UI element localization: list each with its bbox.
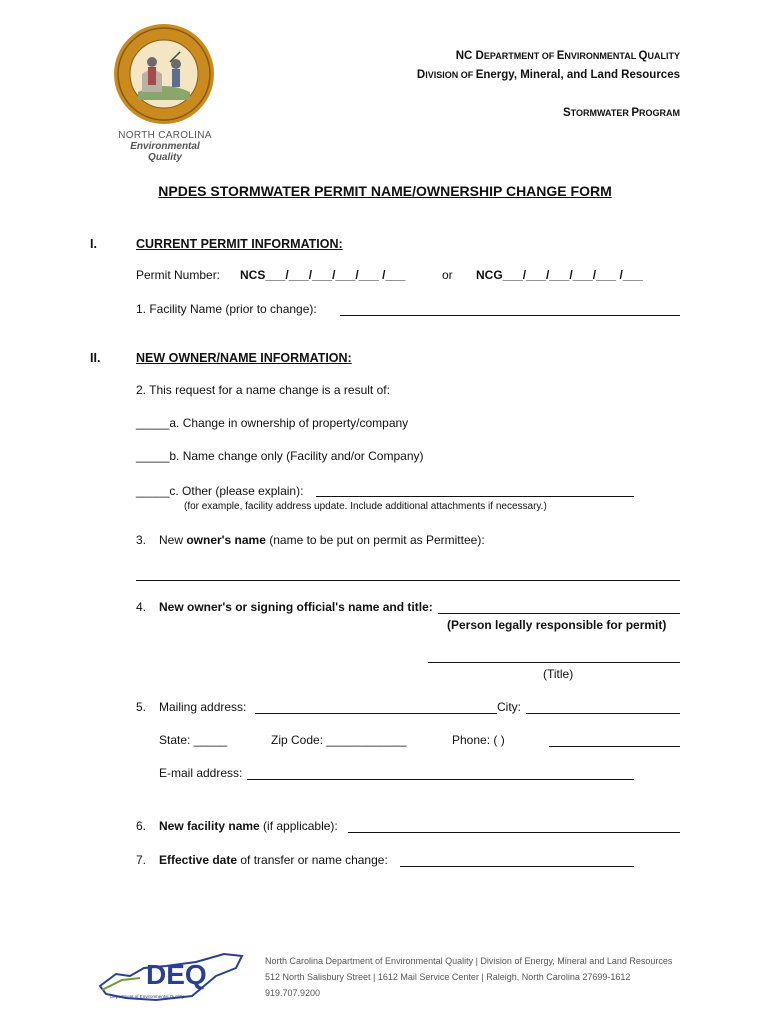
- phone-field[interactable]: [549, 746, 680, 747]
- section-1-numeral: I.: [90, 237, 97, 251]
- other-explanation-field[interactable]: [316, 496, 634, 497]
- program-name: STORMWATER PROGRAM: [562, 107, 680, 119]
- item-6-number: 6.: [136, 819, 147, 833]
- deq-logo-icon: [96, 946, 246, 1006]
- nc-state-seal-icon: [112, 22, 216, 126]
- facility-name-prior-field[interactable]: [340, 315, 680, 316]
- email-label: E-mail address:: [159, 766, 243, 780]
- option-c-other[interactable]: _____c. Other (please explain):: [136, 484, 304, 498]
- footer-agency-line: North Carolina Department of Environmental Quality | Division of Energy, Mineral and Land Resources: [265, 956, 673, 966]
- title-caption: (Title): [543, 667, 574, 681]
- ncg-permit-field[interactable]: NCG___/___/___/___/___ /___: [476, 268, 643, 282]
- signing-official-title-field[interactable]: [428, 662, 680, 663]
- city-label: City:: [497, 700, 521, 714]
- mailing-address-label: Mailing address:: [159, 700, 247, 714]
- item-5-number: 5.: [136, 700, 147, 714]
- legally-responsible-note: (Person legally responsible for permit): [447, 618, 667, 632]
- effective-date-field[interactable]: [400, 866, 634, 867]
- footer-address-line: 512 North Salisbury Street | 1612 Mail Service Center | Raleigh, North Carolina 27699-1612: [265, 972, 631, 982]
- logo-state-name: NORTH CAROLINA: [118, 130, 212, 141]
- deq-logo-subtext: Department of Environmental Quality: [110, 994, 184, 999]
- item-7-number: 7.: [136, 853, 147, 867]
- item-4-number: 4.: [136, 600, 147, 614]
- facility-name-prior-label: 1. Facility Name (prior to change):: [136, 302, 317, 316]
- email-field[interactable]: [247, 779, 634, 780]
- section-1-heading: CURRENT PERMIT INFORMATION:: [136, 237, 343, 251]
- city-field[interactable]: [526, 713, 680, 714]
- permit-number-label: Permit Number:: [136, 268, 221, 282]
- ncs-permit-field[interactable]: NCS___/___/___/___/___ /___: [240, 268, 406, 282]
- new-facility-name-field[interactable]: [348, 832, 680, 833]
- section-2-numeral: II.: [90, 351, 101, 365]
- new-facility-name-label: New facility name (if applicable):: [159, 819, 338, 833]
- deq-logo-text: DEQ: [146, 959, 207, 990]
- logo-agency-name: Environmental Quality: [130, 141, 200, 163]
- name-change-reason-label: 2. This request for a name change is a result of:: [136, 383, 390, 397]
- department-name: NC DEPARTMENT OF ENVIRONMENTAL QUALITY: [455, 50, 680, 62]
- zip-code-field[interactable]: Zip Code: ____________: [271, 733, 407, 747]
- section-2-heading: NEW OWNER/NAME INFORMATION:: [136, 351, 352, 365]
- signing-official-name-field[interactable]: [438, 613, 680, 614]
- item-3-number: 3.: [136, 533, 147, 547]
- division-name: DIVISION OF Energy, Mineral, and Land Resources: [416, 69, 680, 81]
- footer-phone-line: 919.707.9200: [265, 988, 321, 998]
- signing-official-label: New owner's or signing official's name and title:: [159, 600, 433, 614]
- phone-label: Phone: ( ): [452, 733, 505, 747]
- effective-date-label: Effective date of transfer or name change:: [159, 853, 388, 867]
- new-owner-name-label: New owner's name (name to be put on permit as Permittee):: [159, 533, 485, 547]
- option-a-ownership-change[interactable]: _____a. Change in ownership of property/company: [136, 416, 409, 430]
- state-field[interactable]: State: _____: [159, 733, 228, 747]
- mailing-address-field[interactable]: [255, 713, 497, 714]
- or-text: or: [442, 268, 453, 282]
- new-owner-name-field[interactable]: [136, 580, 680, 581]
- option-b-name-change-only[interactable]: _____b. Name change only (Facility and/or Company): [136, 449, 424, 463]
- form-title: NPDES STORMWATER PERMIT NAME/OWNERSHIP CHANGE FORM: [158, 183, 612, 199]
- option-c-note: (for example, facility address update. Include additional attachments if necessary.): [184, 501, 547, 512]
